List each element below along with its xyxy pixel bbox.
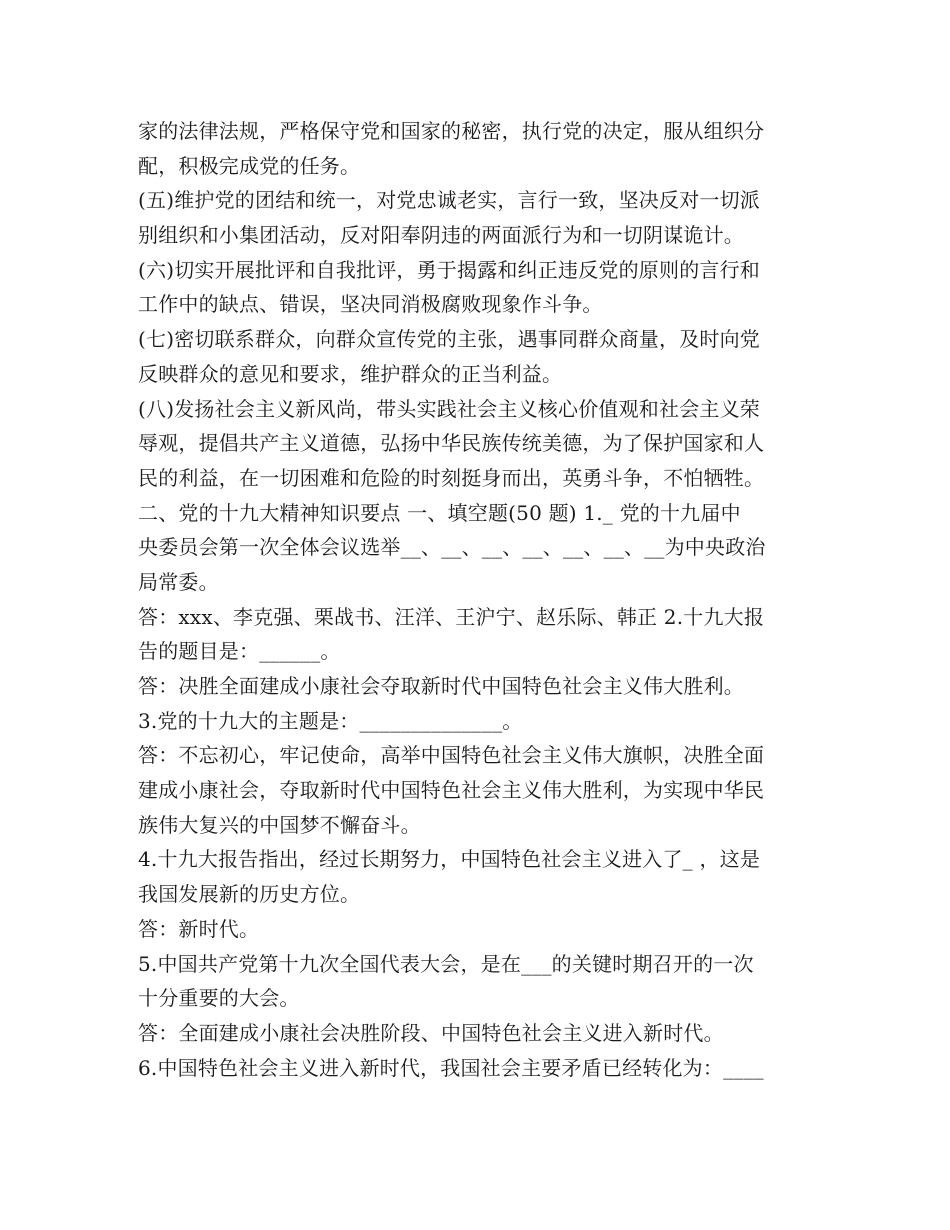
question-line: 3.党的十九大的主题是：______________。 — [138, 708, 523, 733]
question-line: 6.中国特色社会主义进入新时代，我国社会主要矛盾已经转化为：____ — [138, 1055, 764, 1080]
text-line: 告的题目是：______。 — [138, 639, 341, 664]
text-line: 族伟大复兴的中国梦不懈奋斗。 — [138, 812, 421, 837]
text-line: 我国发展新的历史方位。 — [138, 882, 361, 907]
document-body — [138, 114, 816, 1085]
answer-line: 答：新时代。 — [138, 916, 260, 941]
question-line: 4.十九大报告指出，经过长期努力，中国特色社会主义进入了_ ，这是 — [138, 847, 761, 872]
text-line: 配，积极完成党的任务。 — [138, 153, 361, 178]
text-line: (六)切实开展批评和自我批评，勇于揭露和纠正违反党的原则的言行和 — [138, 257, 761, 282]
text-line: 十分重要的大会。 — [138, 986, 300, 1011]
text-line: 工作中的缺点、错误，坚决同消极腐败现象作斗争。 — [138, 292, 603, 317]
text-line: 央委员会第一次全体会议选举__、__、__、__、__、__、__为中央政治 — [138, 535, 766, 560]
answer-line: 答：xxx、李克强、栗战书、汪洋、王沪宁、赵乐际、韩正 2.十九大报 — [138, 604, 765, 629]
answer-line: 答：不忘初心，牢记使命，高举中国特色社会主义伟大旗帜，决胜全面 — [138, 743, 765, 768]
text-line: 辱观，提倡共产主义道德，弘扬中华民族传统美德，为了保护国家和人 — [138, 431, 765, 456]
text-line: 民的利益，在一切困难和危险的时刻挺身而出，英勇斗争，不怕牺牲。 — [138, 465, 765, 490]
section-heading-line: 二、党的十九大精神知识要点 一、填空题(50 题) 1._ 党的十九届中 — [138, 500, 741, 525]
text-line: 局常委。 — [138, 569, 219, 594]
answer-line: 答：全面建成小康社会决胜阶段、中国特色社会主义进入新时代。 — [138, 1020, 724, 1045]
text-line: 反映群众的意见和要求，维护群众的正当利益。 — [138, 361, 563, 386]
text-line: (五)维护党的团结和统一，对党忠诚老实，言行一致，坚决反对一切派 — [138, 188, 761, 213]
text-line: 建成小康社会，夺取新时代中国特色社会主义伟大胜利，为实现中华民 — [138, 778, 765, 803]
text-line: 别组织和小集团活动，反对阳奉阴违的两面派行为和一切阴谋诡计。 — [138, 223, 744, 248]
question-line: 5.中国共产党第十九次全国代表大会，是在___的关键时期召开的一次 — [138, 951, 754, 976]
answer-line: 答：决胜全面建成小康社会夺取新时代中国特色社会主义伟大胜利。 — [138, 674, 744, 698]
text-line: 家的法律法规，严格保守党和国家的秘密，执行党的决定，服从组织分 — [138, 119, 765, 143]
text-line: (八)发扬社会主义新风尚，带头实践社会主义核心价值观和社会主义荣 — [138, 396, 761, 421]
text-line: (七)密切联系群众，向群众宣传党的主张，遇事同群众商量，及时向党 — [138, 327, 761, 352]
